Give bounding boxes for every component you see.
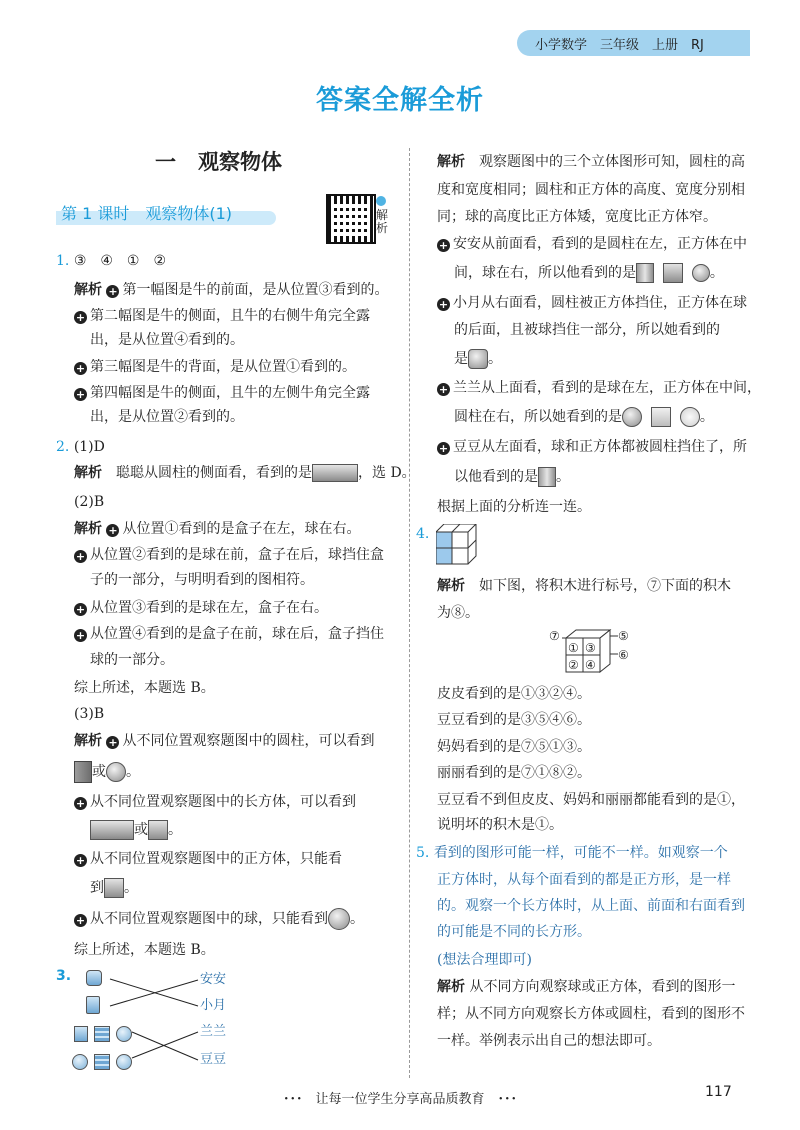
q1-ex-4b: 出，是从位置②看到的。 [90,409,244,425]
q5-ex-1: 解析 从不同方向观察球或正方体，看到的图形一 [437,979,736,995]
cube-icon [94,1026,110,1042]
q4-cell-2: ② [568,658,579,672]
ball-icon [116,1054,132,1070]
plus-circle-icon: + [108,524,118,537]
q3-name-4: 豆豆 [200,1052,227,1067]
q5-ex-3: 一样。举例表示出自己的想法即可。 [437,1033,661,1049]
ball-icon [622,407,642,427]
q3-number: 3. [56,968,72,984]
q3-name-3: 兰兰 [200,1024,227,1039]
q1-ex-4: + 第四幅图是牛的侧面，且牛的左侧牛角完全露 [75,385,370,401]
cube-icon [94,1054,110,1070]
cylinder-icon [74,761,92,783]
q2-ex-2-3: + 从位置③看到的是球在左，盒子在右。 [75,600,328,616]
plus-circle-icon: + [75,362,86,375]
plus-circle-icon: + [108,736,118,749]
q5-line-4: 的可能是不同的长方形。 [437,924,591,940]
q1-ex-1: 解析 + 第一幅图是牛的前面，是从位置③看到的。 [74,282,389,298]
plus-circle-icon: + [438,298,449,311]
q2-ex-2-1: 解析 + 从位置①看到的是盒子在左，球在右。 [74,521,361,537]
q4-mark-6: ⑥ [618,648,629,662]
cylinder-icon [636,263,654,283]
q2-ex-2-2: + 从位置②看到的是球在前，盒子在后，球挡住盒 [75,547,384,563]
q2-ex-2-4b: 球的一部分。 [90,652,174,668]
q2-ex-3-2: + 从不同位置观察题图中的长方体，可以看到 [75,794,356,810]
q3-name-1: 安安 [200,972,227,987]
ball-icon [72,1054,88,1070]
q2-ex-2-4: + 从位置④看到的是盒子在前，球在后，盒子挡住 [75,626,384,642]
q5-ex-2: 样；从不同方向观察长方体或圆柱，看到的图形不 [437,1006,745,1022]
q4-mark-7: ⑦ [549,629,560,643]
q4-line-3: 妈妈看到的是⑦⑤①③。 [437,739,591,755]
plus-circle-icon: + [75,311,86,324]
qr-code-icon[interactable] [326,194,376,244]
q2-ex-3-1: 解析 + 从不同位置观察题图中的圆柱，可以看到 [74,733,375,749]
q4-line-4: 丽丽看到的是⑦①⑧②。 [437,765,591,781]
plus-circle-icon: + [75,629,86,642]
r-ex-1b: 度和宽度相同；圆柱和正方体的高度、宽度分别相 [437,182,745,198]
q4-cell-4: ④ [585,658,596,672]
ball-icon [328,908,350,930]
q4-mark-5: ⑤ [618,629,629,643]
cylinder-icon [538,467,556,487]
footer-slogan: ･･･ 让每一位学生分享高品质教育 ･･･ [282,1092,517,1107]
q3-name-2: 小月 [200,998,227,1013]
r-ex-1a: 解析 观察题图中的三个立体图形可知，圆柱的高 [437,154,745,170]
q2-part1: 2. (1)D [56,439,105,455]
lesson-heading: 第 1 课时 观察物体(1) [56,198,280,228]
plus-circle-icon: + [438,442,449,455]
plus-circle-icon: + [438,383,449,396]
q4-ex-2: 为⑧。 [437,605,479,621]
q5-line-5: (想法合理即可) [437,952,532,968]
q2-ex-1: 解析 聪聪从圆柱的侧面看，看到的是 ，选 D。 [74,465,416,481]
q1-ex-2b: 出，是从位置④看到的。 [90,332,244,348]
cube-icon [651,407,671,427]
plus-circle-icon: + [75,550,86,563]
r-d-1: + 豆豆从左面看，球和正方体都被圆柱挡住了，所 [438,439,747,455]
q2-summary-2: 综上所述，本题选 B。 [74,942,215,958]
plus-circle-icon: + [438,239,449,252]
q4-ex-1: 解析 如下图，将积木进行标号，⑦下面的积木 [437,578,731,594]
header-tag: 小学数学 三年级 上册 RJ [517,30,750,56]
cube-icon [86,970,102,986]
cube-icon [104,878,124,898]
r-b-2: 的后面，且被球挡住一部分，所以她看到的 [454,322,720,338]
q2-part3: (3)B [74,706,105,722]
r-c-1: + 兰兰从上面看，看到的是球在左，正方体在中间， [438,380,761,396]
cylinder-icon [680,407,700,427]
ball-icon [468,349,488,369]
q4-line-2: 豆豆看到的是③⑤④⑥。 [437,712,591,728]
q1-ex-3: + 第三幅图是牛的背面，是从位置①看到的。 [75,359,356,375]
ball-icon [106,762,126,782]
ball-icon [116,1026,132,1042]
cube-icon [663,263,683,283]
q5-line-3: 的。观察一个长方体时，从上面、前面和右面看到 [437,898,745,914]
r-b-1: + 小月从右面看，圆柱被正方体挡住，正方体在球 [438,295,747,311]
q4-cube-figure [436,524,478,566]
r-a-1: + 安安从前面看，看到的是圆柱在左，正方体在中 [438,236,747,252]
plus-circle-icon: + [75,797,86,810]
q2-ex-3-1b: 或 。 [74,760,140,784]
q4-line-6: 说明坏的积木是①。 [437,817,563,833]
ball-icon [692,264,710,282]
plus-circle-icon: + [75,854,86,867]
cube-icon [148,820,168,840]
q2-ex-3-2b: 或 。 [90,818,182,842]
q2-ex-2-2b: 子的一部分，与明明看到的图相符。 [90,572,314,588]
cylinder-icon [86,996,100,1014]
cuboid-icon [312,464,358,482]
plus-circle-icon: + [75,388,86,401]
page-number: 117 [705,1084,732,1100]
q2-ex-3-3b: 到 。 [90,880,138,896]
chapter-heading: 一 观察物体 [155,150,282,174]
q5-line-2: 正方体时，从每个面看到的都是正方形，是一样 [437,872,731,888]
plus-circle-icon: + [108,285,118,298]
q4-cell-3: ③ [585,641,596,655]
q2-ex-3-4: + 从不同位置观察题图中的球，只能看到 。 [74,907,364,931]
column-divider [409,148,410,1078]
q1-ex-2: + 第二幅图是牛的侧面，且牛的右侧牛角完全露 [75,308,370,324]
q2-part2: (2)B [74,494,105,510]
q5-line-1: 5. 看到的图形可能一样，可能不一样。如观察一个 [416,845,728,861]
qr-label: 解析 [376,196,392,235]
r-connect: 根据上面的分析连一连。 [437,499,591,515]
q4-cell-1: ① [568,641,579,655]
plus-circle-icon: + [75,603,86,616]
r-d-2: 以他看到的是 。 [454,469,570,485]
q4-line-5: 豆豆看不到但皮皮、妈妈和丽丽都能看到的是①， [437,792,745,808]
cuboid-icon [90,820,134,840]
q2-ex-3-3: + 从不同位置观察题图中的正方体，只能看 [75,851,342,867]
q1-answer: 1. ③ ④ ① ② [56,253,167,269]
r-a-2: 间，球在右，所以他看到的是 。 [454,265,724,281]
q4-number: 4. [416,526,430,542]
r-c-2: 圆柱在右，所以她看到的是 。 [454,409,714,425]
cylinder-icon [74,1026,88,1042]
r-ex-1c: 同；球的高度比正方体矮，宽度比正方体窄。 [437,209,717,225]
q4-line-1: 皮皮看到的是①③②④。 [437,686,591,702]
plus-circle-icon: + [75,914,86,927]
r-b-3: 是 。 [454,351,502,367]
page-title: 答案全解全析 [316,85,484,116]
q2-summary-1: 综上所述，本题选 B。 [74,680,215,696]
